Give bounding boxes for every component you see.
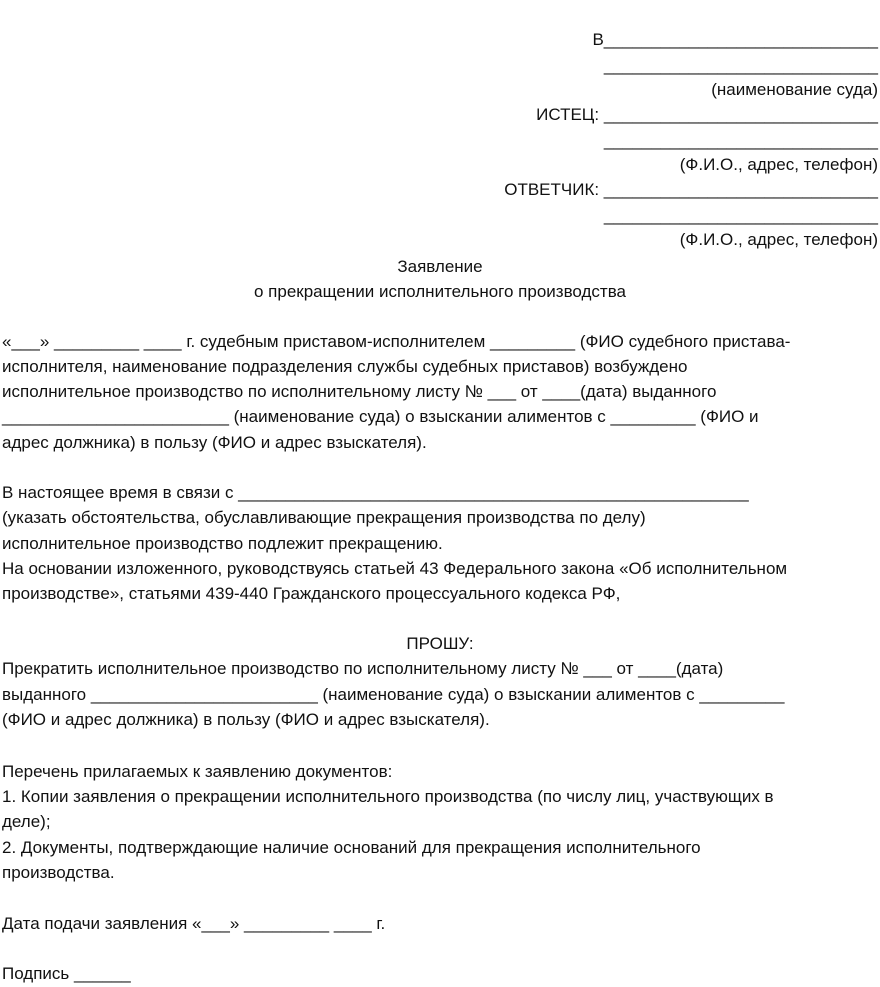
plaintiff-line: ИСТЕЦ: _____________________________ (536, 105, 878, 124)
court-line: В_____________________________ (592, 30, 878, 49)
request-heading: ПРОШУ: (406, 634, 474, 653)
paragraph-2-line: (указать обстоятельства, обуславливающие прекращения производства по делу) (2, 508, 646, 527)
attachment-item: 2. Документы, подтверждающие наличие оснований для прекращения исполнительного (2, 838, 701, 857)
paragraph-1-line: ________________________ (наименование суда) о взыскании алиментов с _________ (ФИО и (2, 407, 759, 426)
court-line-continued: _____________________________ (603, 56, 878, 75)
court-caption: (наименование суда) (711, 80, 878, 99)
paragraph-2-line: исполнительное производство подлежит прекращению. (2, 534, 443, 553)
plaintiff-caption: (Ф.И.О., адрес, телефон) (679, 155, 878, 174)
document-title: Заявление (397, 257, 483, 276)
paragraph-2-line: На основании изложенного, руководствуясь статьей 43 Федерального закона «Об исполнительном (2, 559, 788, 578)
defendant-caption: (Ф.И.О., адрес, телефон) (679, 230, 878, 249)
date-line: Дата подачи заявления «___» _________ ____ г. (2, 914, 386, 933)
attachment-item: производства. (2, 863, 115, 882)
request-line: (ФИО и адрес должника) в пользу (ФИО и адрес взыскателя). (2, 710, 490, 729)
document-subtitle: о прекращении исполнительного производства (253, 282, 627, 301)
paragraph-1-line: «___» _________ ____ г. судебным приставом-исполнителем _________ (ФИО судебного пристава- (2, 332, 791, 351)
paragraph-1-line: исполнительное производство по исполнительному листу № ___ от ____(дата) выданного (2, 382, 717, 401)
defendant-line-continued: _____________________________ (603, 206, 878, 225)
paragraph-1-line: исполнителя, наименование подразделения службы судебных приставов) возбуждено (2, 357, 688, 376)
request-line: выданного ________________________ (наименование суда) о взыскании алиментов с _________ (2, 685, 785, 704)
attachment-item: 1. Копии заявления о прекращении исполнительного производства (по числу лиц, участвующих в (2, 787, 774, 806)
attachments-heading: Перечень прилагаемых к заявлению документов: (2, 762, 393, 781)
paragraph-1-line: адрес должника) в пользу (ФИО и адрес взыскателя). (2, 433, 427, 452)
defendant-line: ОТВЕТЧИК: _____________________________ (504, 180, 878, 199)
paragraph-2-line: производстве», статьями 439-440 Гражданского процессуального кодекса РФ, (2, 584, 621, 603)
request-line: Прекратить исполнительное производство по исполнительному листу № ___ от ____(дата) (2, 659, 724, 678)
plaintiff-line-continued: _____________________________ (603, 131, 878, 150)
attachment-item: деле); (2, 812, 51, 831)
paragraph-2-line: В настоящее время в связи с ______________________________________________________ (2, 483, 749, 502)
signature-line: Подпись ______ (2, 964, 131, 983)
